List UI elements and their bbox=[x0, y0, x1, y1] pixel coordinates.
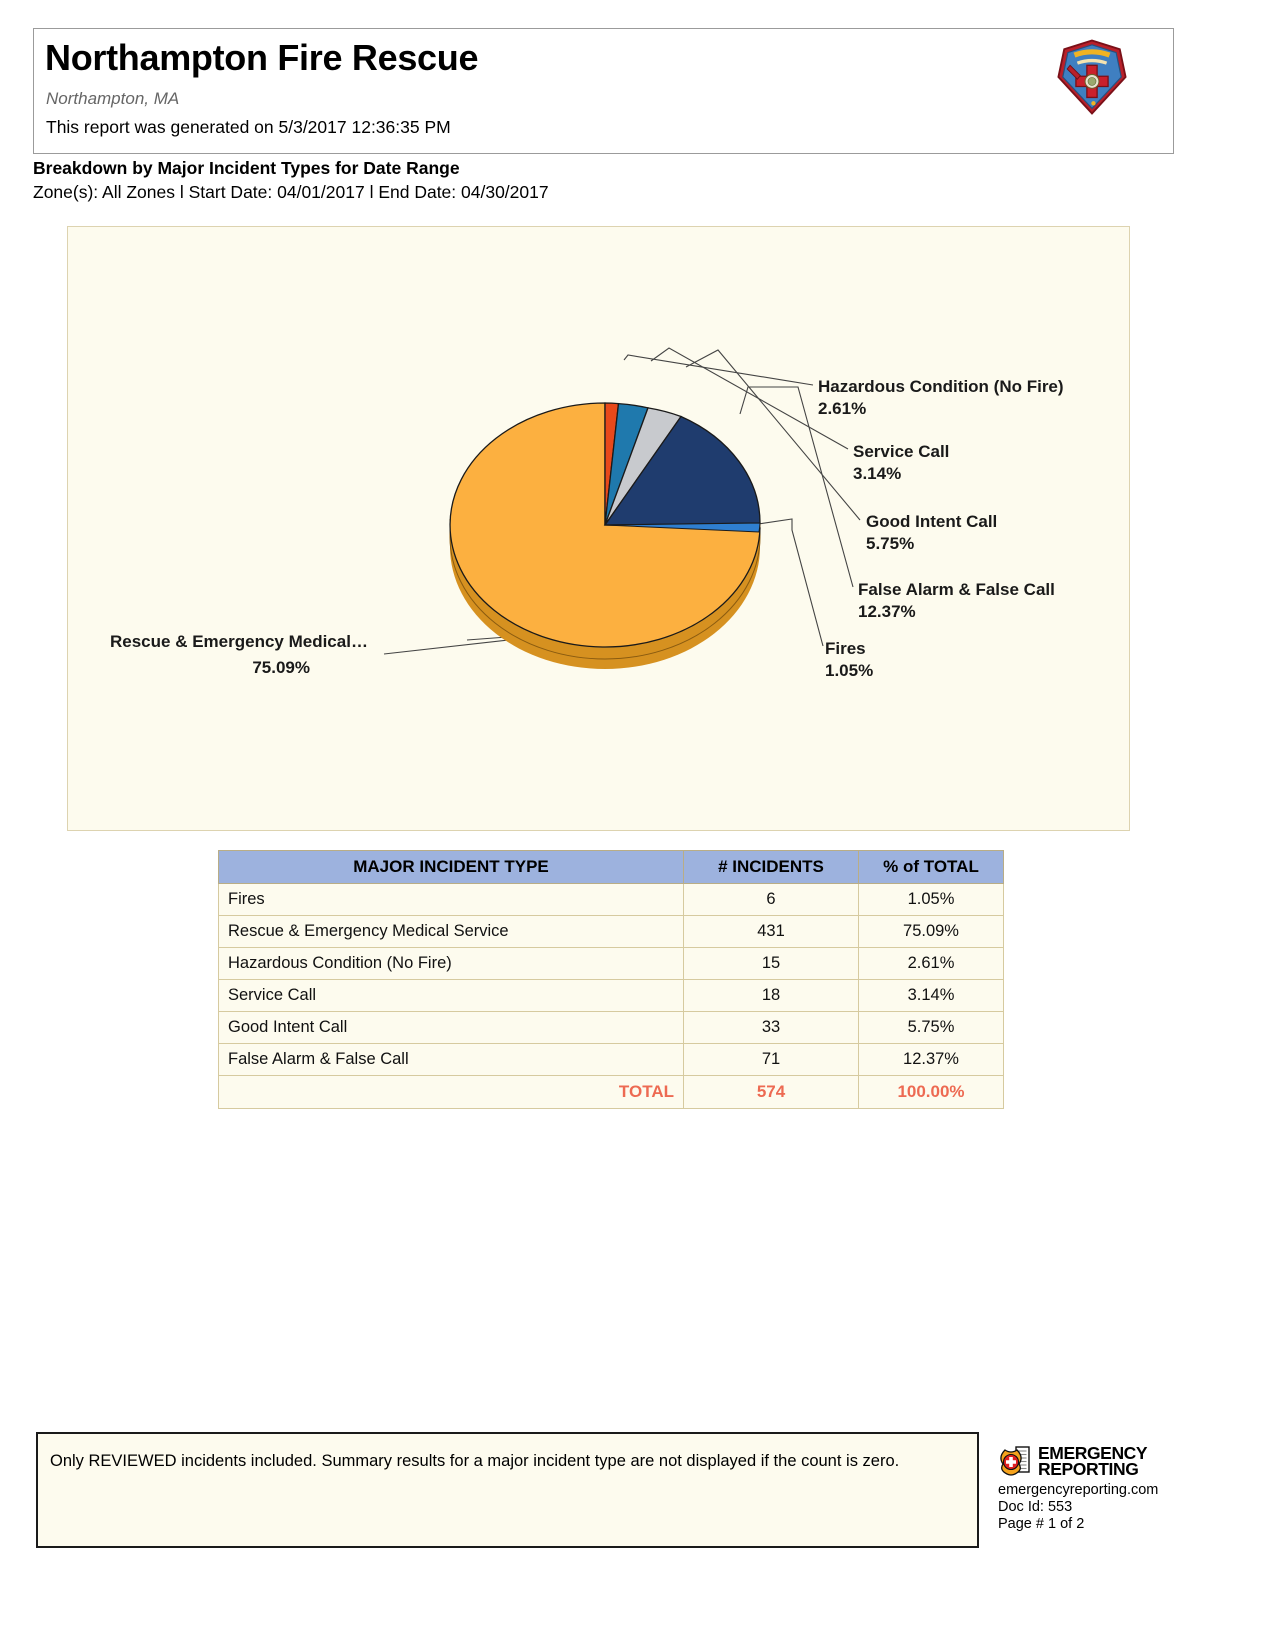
table-row bbox=[219, 948, 1004, 980]
callout-label-service: Service Call bbox=[853, 442, 950, 461]
footer-page-number: Page # 1 of 2 bbox=[998, 1516, 1085, 1532]
cell-incident-pct: 1.05% bbox=[859, 884, 1004, 916]
table-row bbox=[219, 916, 1004, 948]
column-header-pct: % of TOTAL bbox=[859, 851, 1004, 884]
total-label: TOTAL bbox=[219, 1076, 684, 1109]
callout-label-fires: Fires bbox=[825, 639, 866, 658]
callout-label-rescue: Rescue & Emergency Medical… bbox=[110, 632, 368, 651]
table-row bbox=[219, 1012, 1004, 1044]
column-header-type: MAJOR INCIDENT TYPE bbox=[219, 851, 684, 884]
report-title: Breakdown by Major Incident Types for Date Range bbox=[33, 158, 460, 178]
callout-pct-service: 3.14% bbox=[853, 464, 902, 483]
cell-incident-type: Service Call bbox=[219, 980, 684, 1012]
callout-pct-rescue: 75.09% bbox=[252, 658, 310, 677]
table-row bbox=[219, 1044, 1004, 1076]
emergency-reporting-logo bbox=[998, 1444, 1032, 1478]
callout-label-false-alarm: False Alarm & False Call bbox=[858, 580, 1055, 599]
emergency-reporting-wordmark bbox=[1038, 1442, 1148, 1479]
cell-incident-pct: 3.14% bbox=[859, 980, 1004, 1012]
generated-timestamp: This report was generated on 5/3/2017 12:36:35 PM bbox=[46, 117, 451, 137]
table-row bbox=[219, 884, 1004, 916]
callout-pct-good-intent: 5.75% bbox=[866, 534, 915, 553]
total-pct: 100.00% bbox=[859, 1076, 1004, 1109]
total-count: 574 bbox=[684, 1076, 859, 1109]
cell-incident-type: False Alarm & False Call bbox=[219, 1044, 684, 1076]
department-city: Northampton, MA bbox=[46, 89, 180, 108]
emergency-reporting-footer bbox=[998, 1443, 1248, 1532]
footer-website: emergencyreporting.com bbox=[998, 1482, 1159, 1498]
cell-incident-type: Fires bbox=[219, 884, 684, 916]
callout-pct-false-alarm: 12.37% bbox=[858, 602, 916, 621]
pie-chart-panel bbox=[67, 226, 1130, 831]
callout-pct-fires: 1.05% bbox=[825, 661, 874, 680]
callout-pct-hazardous: 2.61% bbox=[818, 399, 867, 418]
incident-summary-table bbox=[218, 850, 1004, 1109]
cell-incident-count: 431 bbox=[684, 916, 859, 948]
page-title: Northampton Fire Rescue bbox=[45, 37, 479, 78]
report-header bbox=[33, 28, 1174, 154]
cell-incident-type: Rescue & Emergency Medical Service bbox=[219, 916, 684, 948]
cell-incident-count: 18 bbox=[684, 980, 859, 1012]
cell-incident-pct: 12.37% bbox=[859, 1044, 1004, 1076]
table-header-row bbox=[219, 851, 1004, 884]
table-row bbox=[219, 980, 1004, 1012]
cell-incident-count: 15 bbox=[684, 948, 859, 980]
report-filters: Zone(s): All Zones l Start Date: 04/01/2017 l End Date: 04/30/2017 bbox=[33, 182, 549, 202]
column-header-count: # INCIDENTS bbox=[684, 851, 859, 884]
table-total-row bbox=[219, 1076, 1004, 1109]
footer-note-text: Only REVIEWED incidents included. Summary results for a major incident type are not displayed if the count is zero. bbox=[50, 1452, 900, 1470]
footer-doc-id: Doc Id: 553 bbox=[998, 1499, 1073, 1515]
cell-incident-count: 6 bbox=[684, 884, 859, 916]
fire-department-maltese-cross-badge bbox=[1055, 39, 1129, 115]
cell-incident-pct: 75.09% bbox=[859, 916, 1004, 948]
cell-incident-count: 71 bbox=[684, 1044, 859, 1076]
cell-incident-type: Good Intent Call bbox=[219, 1012, 684, 1044]
cell-incident-pct: 5.75% bbox=[859, 1012, 1004, 1044]
footer-note-box bbox=[36, 1432, 979, 1548]
pie-chart bbox=[68, 227, 1129, 830]
cell-incident-count: 33 bbox=[684, 1012, 859, 1044]
callout-label-hazardous: Hazardous Condition (No Fire) bbox=[818, 377, 1064, 396]
brand-line-2: REPORTING bbox=[1038, 1459, 1139, 1479]
pie-slices bbox=[450, 403, 760, 669]
callout-label-good-intent: Good Intent Call bbox=[866, 512, 998, 531]
cell-incident-type: Hazardous Condition (No Fire) bbox=[219, 948, 684, 980]
brand-line-1: EMERGENCY bbox=[1038, 1442, 1148, 1463]
cell-incident-pct: 2.61% bbox=[859, 948, 1004, 980]
